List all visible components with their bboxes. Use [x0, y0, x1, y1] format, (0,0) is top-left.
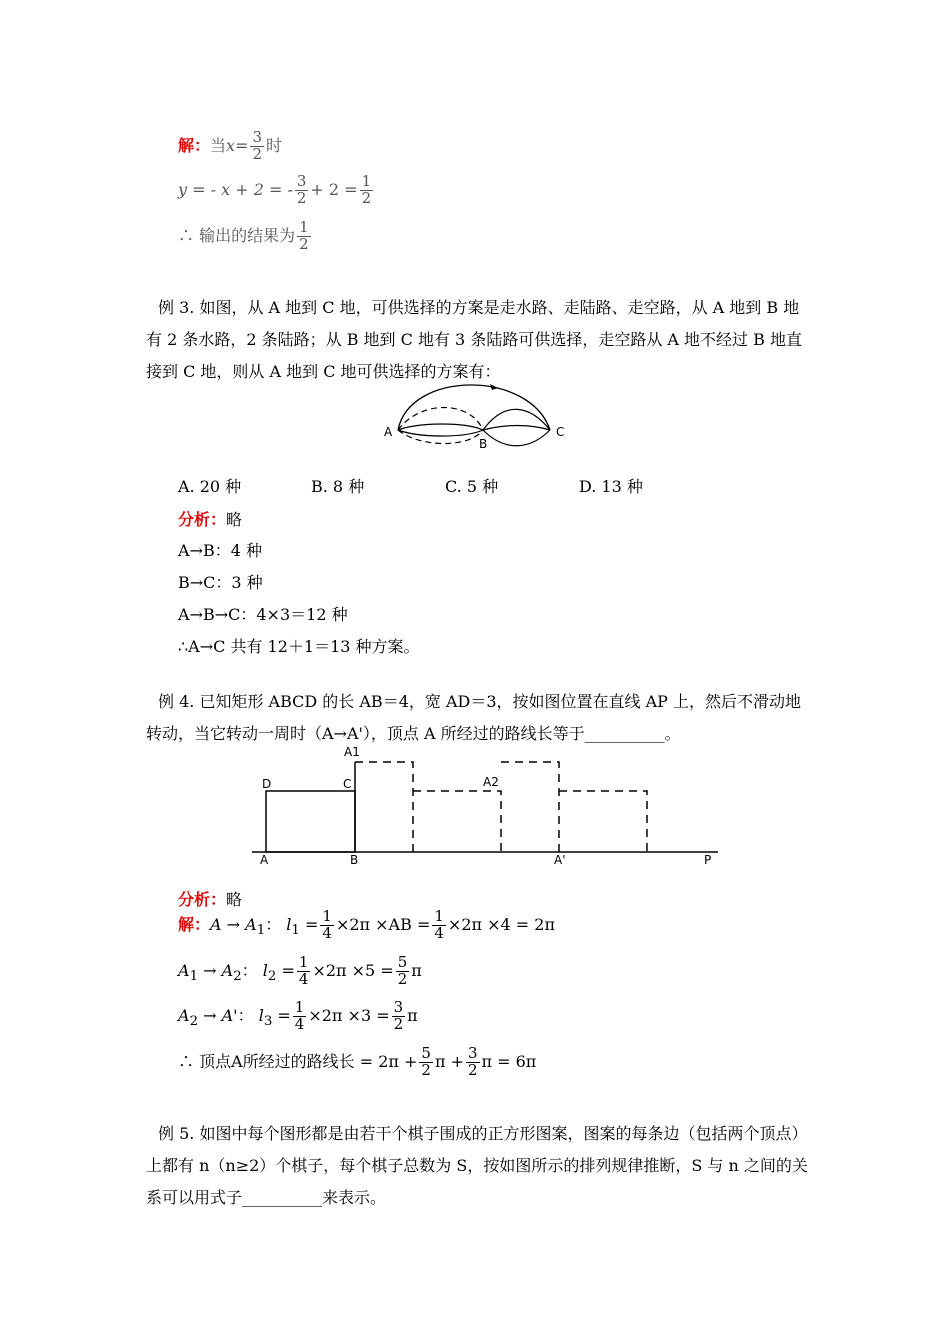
step-line: ∴A→C 共有 12＋1＝13 种方案。 [178, 637, 420, 656]
example4-line2: $A_1 \to A_2$： $l_2$ = $\frac{1}{4}$ ×2π ×5 = $\frac{5}{2}$ π [178, 953, 422, 988]
point-a-label: A [384, 425, 393, 439]
route-figure [380, 380, 580, 470]
point-c-label: C [556, 425, 565, 439]
fraction: $\frac{3}{2}$ [296, 172, 307, 207]
option-d: D. 13 种 [579, 477, 643, 496]
step-line: A→B→C：4×3＝12 种 [178, 605, 348, 624]
example3-analysis: 分析：略 [178, 510, 243, 529]
fraction: $\frac{1}{2}$ [299, 218, 309, 253]
example4-analysis: 分析：略 [178, 890, 243, 909]
solution1-line3: ∴ 输出的结果为 $\frac{1}{2}$ [178, 218, 309, 253]
point-a2-label: A2 [483, 775, 499, 789]
rectangle-rotation-figure [240, 740, 730, 870]
point-a-label: A [260, 853, 269, 867]
point-b-label: B [350, 853, 359, 867]
example4-text: 例 4. 已知矩形 ABCD 的长 AB＝4，宽 AD＝3，按如图位置在直线 AP 上，然后不滑动地转动，当它转动一周时（A→A'），顶点 A 所经过的路线长等于__________。 [146, 692, 802, 743]
point-b-label: B [479, 437, 488, 451]
point-a1-label: A1 [344, 745, 360, 759]
step-line: B→C：3 种 [178, 573, 263, 592]
option-c: C. 5 种 [445, 477, 499, 496]
step-line: A→B：4 种 [178, 541, 262, 560]
example3-text: 例 3. 如图，从 A 地到 C 地，可供选择的方案是走水路、走陆路、走空路，从 A 地到 B 地有 2 条水路，2 条陆路；从 B 地到 C 地有 3 条陆路可供选择，走空路从 A 地不经过 B 地直接到 C 地，则从 A 地到 C 地可供选择的方案有： [146, 298, 802, 381]
point-c-label: C [343, 777, 352, 791]
example4-line3: $A_2 \to A'$： $l_3$ = $\frac{1}{4}$ ×2π ×3 = $\frac{3}{2}$ π [178, 998, 418, 1033]
point-d-label: D [262, 777, 272, 791]
fraction: $\frac{3}{2}$ [252, 128, 263, 163]
example4-total: ∴ 顶点A所经过的路线长 = 2π + $\frac{5}{2}$ π + $\frac{3}{2}$ π = 6π [178, 1044, 537, 1079]
example4-line1: 解：$A \to A_1$： $l_1$ = $\frac{1}{4}$ ×2π ×AB = $\frac{1}{4}$ ×2π ×4 = 2π [178, 907, 555, 942]
solution1-line1: 解：当x= $\frac{3}{2}$ 时 [178, 128, 283, 163]
example5-text: 例 5. 如图中每个图形都是由若干个棋子围成的正方形图案，图案的每条边（包括两个顶点）上都有 n（n≥2）个棋子，每个棋子总数为 S，按如图所示的排列规律推断，S 与 n 之间的关系可以用式子__________来表示。 [146, 1124, 808, 1207]
solution1-line2: y = - x + 2 = - $\frac{3}{2}$ + 2 = $\frac{1}{2}$ [178, 172, 372, 207]
option-b: B. 8 种 [311, 477, 365, 496]
option-a: A. 20 种 [178, 477, 242, 496]
solution-label: 解： [178, 135, 211, 155]
point-aprime-label: A' [554, 853, 566, 867]
point-p-label: P [704, 853, 712, 867]
fraction: $\frac{1}{2}$ [361, 172, 372, 207]
